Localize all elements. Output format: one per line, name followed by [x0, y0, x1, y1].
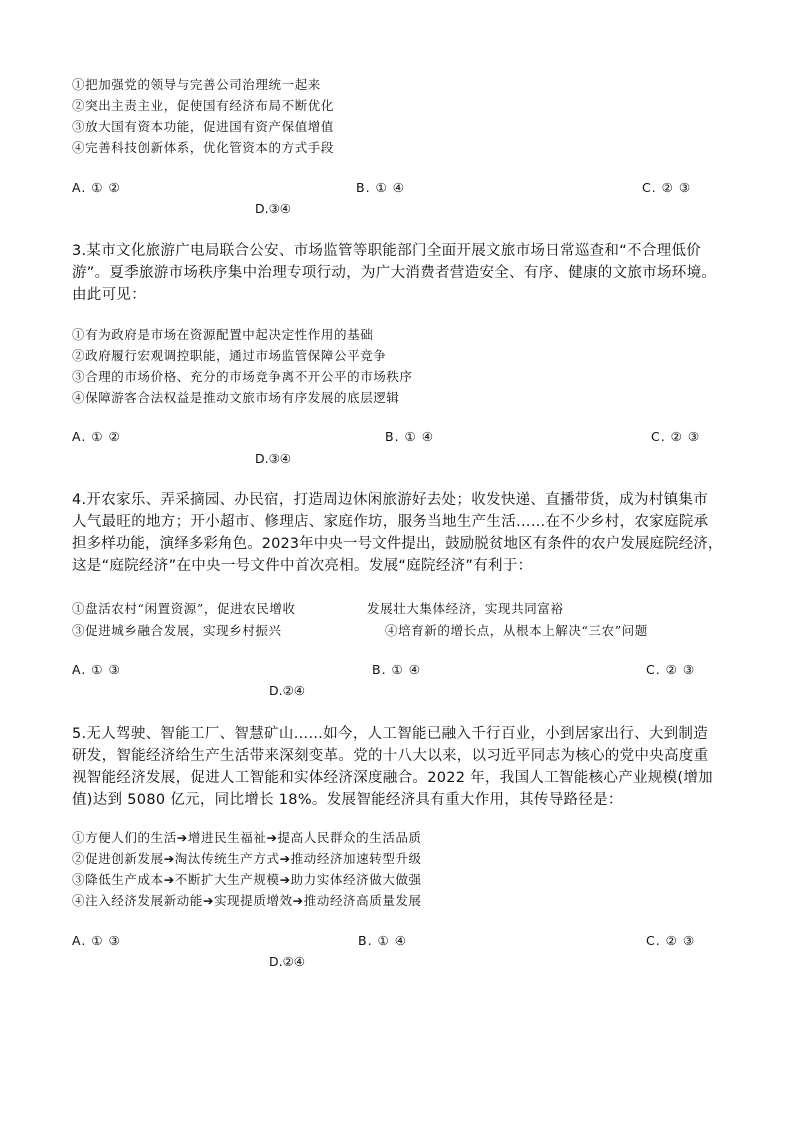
q2-option-d[interactable]: D.③④ [255, 201, 292, 216]
q3-option-a[interactable]: A. ① ② [72, 429, 121, 444]
q5-option-d[interactable]: D.②④ [269, 954, 306, 969]
q4-option-c[interactable]: C. ② ③ [646, 662, 696, 677]
q4-option-d[interactable]: D.②④ [269, 683, 306, 698]
q4-stem-line-1: 4.开农家乐、弄采摘园、办民宿，打造周边休闲旅游好去处；收发快递、直播带货，成为村镇集市 [72, 492, 709, 508]
q5-statement-4: ④注入经济发展新动能➔实现提质增效➔推动经济高质量发展 [72, 893, 422, 908]
q5-option-c[interactable]: C. ② ③ [646, 933, 696, 948]
q2-statement-4: ④完善科技创新体系，优化管资本的方式手段 [72, 140, 335, 155]
q3-statement-3: ③合理的市场价格、充分的市场竞争离不开公平的市场秩序 [72, 369, 413, 384]
q3-statement-1: ①有为政府是市场在资源配置中起决定性作用的基础 [72, 327, 374, 342]
q3-stem-line-2: 游”。夏季旅游市场秩序集中治理专项行动，为广大消费者营造安全、有序、健康的文旅市场环境。 [72, 265, 717, 281]
q2-option-c[interactable]: C. ② ③ [642, 180, 692, 195]
q3-statement-2: ②政府履行宏观调控职能，通过市场监管保障公平竞争 [72, 348, 387, 363]
q3-stem-line-3: 由此可见： [72, 287, 146, 303]
q4-statement-1: ①盘活农村“闲置资源”，促进农民增收 [72, 601, 296, 616]
q2-statement-2: ②突出主责主业，促使国有经济布局不断优化 [72, 98, 335, 113]
q4-option-b[interactable]: B. ① ④ [372, 662, 421, 677]
q4-statement-3: ③促进城乡融合发展，实现乡村振兴 [72, 623, 282, 638]
q3-statement-4: ④保障游客合法权益是推动文旅市场有序发展的底层逻辑 [72, 390, 400, 405]
q4-statement-2: 发展壮大集体经济，实现共同富裕 [367, 601, 564, 616]
q3-option-c[interactable]: C. ② ③ [651, 429, 701, 444]
q4-stem-line-3: 担多样功能，演绎多彩角色。2023年中央一号文件提出，鼓励脱贫地区有条件的农户发展庭院经济， [72, 536, 723, 552]
q2-option-a[interactable]: A. ① ② [72, 180, 121, 195]
q5-statement-1: ①方便人们的生活➔增进民生福祉➔提高人民群众的生活品质 [72, 830, 422, 845]
q5-stem-line-2: 研发，智能经济给生产生活带来深刻变革。党的十八大以来，以习近平同志为核心的党中央高度重 [72, 748, 709, 764]
q5-option-a[interactable]: A. ① ③ [72, 933, 121, 948]
q3-option-b[interactable]: B. ① ④ [385, 429, 434, 444]
q4-stem-line-4: 这是“庭院经济”在中央一号文件中首次亮相。发展“庭院经济”有利于： [72, 558, 533, 574]
q4-option-a[interactable]: A. ① ③ [72, 662, 121, 677]
q4-stem-line-2: 人气最旺的地方；开小超市、修理店、家庭作坊，服务当地生产生活……在不少乡村，农家庭院承 [72, 514, 709, 530]
q2-statement-3: ③放大国有资本功能，促进国有资产保值增值 [72, 119, 335, 134]
q5-stem-line-4: 值)达到 5080 亿元，同比增长 18%。发展智能经济具有重大作用，其传导路径是： [72, 792, 623, 808]
q5-stem-line-1: 5.无人驾驶、智能工厂、智慧矿山……如今，人工智能已融入千行百业，小到居家出行、大到制造 [72, 726, 709, 742]
q5-statement-3: ③降低生产成本➔不断扩大生产规模➔助力实体经济做大做强 [72, 872, 422, 887]
q5-option-b[interactable]: B. ① ④ [358, 933, 407, 948]
q3-stem-line-1: 3.某市文化旅游广电局联合公安、市场监管等职能部门全面开展文旅市场日常巡查和“不合理低价 [72, 243, 702, 259]
q5-statement-2: ②促进创新发展➔淘汰传统生产方式➔推动经济加速转型升级 [72, 851, 422, 866]
q2-statement-1: ①把加强党的领导与完善公司治理统一起来 [72, 77, 321, 92]
q2-option-b[interactable]: B. ① ④ [356, 180, 405, 195]
q3-option-d[interactable]: D.③④ [255, 451, 292, 466]
q4-statement-4: ④培育新的增长点，从根本上解决“三农”问题 [385, 623, 648, 638]
q5-stem-line-3: 视智能经济发展，促进人工智能和实体经济深度融合。2022 年，我国人工智能核心产业规模(增加 [72, 770, 713, 786]
